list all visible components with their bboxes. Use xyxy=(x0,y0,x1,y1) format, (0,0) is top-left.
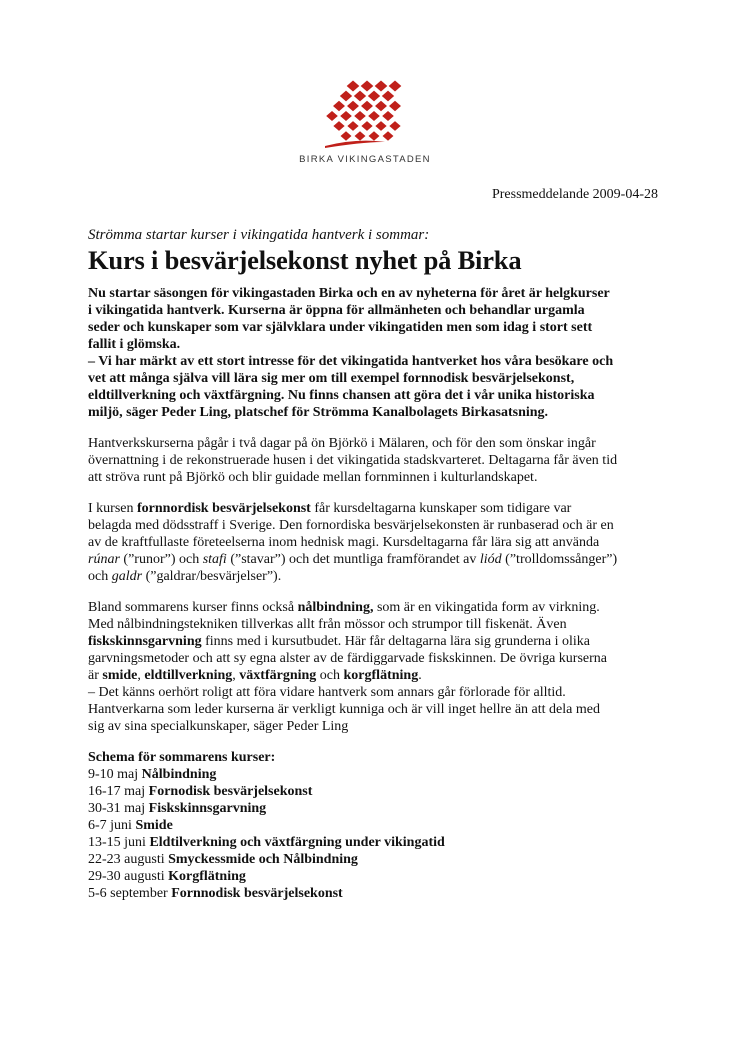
press-release-date: Pressmeddelande 2009-04-28 xyxy=(491,187,658,202)
lead-line: miljö, säger Peder Ling, platschef för Strömma Kanalbolagets Birkasatsning. xyxy=(88,405,549,420)
schedule-date: 9-10 maj xyxy=(88,767,142,782)
logo-diamond xyxy=(333,121,344,131)
paragraph-besvarjelsekonst xyxy=(88,500,668,585)
logo-diamond xyxy=(382,91,394,102)
logo-diamond xyxy=(369,131,380,141)
text-line: Hantverkarna som leder kurserna är verkligt kunniga och är vill inget hellre än att dela med xyxy=(88,702,600,717)
text-line: Hantverkskurserna pågår i två dagar på ön Björkö i Mälaren, och för den som önskar ingår xyxy=(88,436,596,451)
course-name: eldtillverkning xyxy=(144,668,233,683)
course-name: växtfärgning xyxy=(239,668,317,683)
text-line: – Det känns oerhört roligt att föra vidare hantverk som annars går förlorade för alltid. xyxy=(88,685,566,700)
lead-line: fallit i glömska. xyxy=(88,337,181,352)
schedule-course: Korgflätning xyxy=(168,869,246,884)
text-line: Med nålbindningstekniken tillverkas allt från mössor och strumpor till fiskenät. Även xyxy=(88,617,567,632)
course-name: fornnordisk besvärjelsekonst xyxy=(137,501,311,516)
course-name: fiskskinnsgarvning xyxy=(88,634,202,649)
text-fragment: får kursdeltagarna kunskaper som tidigare var xyxy=(310,501,572,516)
birka-logo xyxy=(285,80,445,170)
logo-diamond xyxy=(382,111,394,121)
schedule-course: Fornnodisk besvärjelsekonst xyxy=(171,886,343,901)
schedule-row xyxy=(88,851,668,868)
logo-swoosh xyxy=(325,141,385,148)
schedule-date: 6-7 juni xyxy=(88,818,136,833)
logo-diamond xyxy=(340,111,352,121)
schedule-date: 13-15 juni xyxy=(88,835,150,850)
schedule-course: Eldtilverkning och växtfärgning under vikingatid xyxy=(149,835,445,850)
logo-diamond xyxy=(368,91,380,102)
schedule-date: 30-31 maj xyxy=(88,801,149,816)
logo-diamond xyxy=(355,131,366,141)
schedule-course: Nålbindning xyxy=(141,767,217,782)
logo-diamond xyxy=(383,131,394,141)
schedule-row xyxy=(88,817,668,834)
logo-diamond xyxy=(361,101,373,111)
logo-diamond xyxy=(333,101,345,111)
article-subtitle: Strömma startar kurser i vikingatida hantverk i sommar: xyxy=(88,227,430,243)
text-fragment: är xyxy=(88,668,103,683)
lead-line: seder och kunskaper som var självklara under vikingatiden men som idag i stort sett xyxy=(88,320,593,335)
text-fragment: (”runor”) och xyxy=(119,552,203,567)
logo-diamond xyxy=(389,121,400,131)
old-norse-term: galdr xyxy=(111,569,143,584)
schedule-row xyxy=(88,834,668,851)
logo-diamond xyxy=(375,81,388,92)
text-fragment: , xyxy=(232,668,240,683)
course-schedule xyxy=(88,749,668,902)
lead-line: – Vi har märkt av ett stort intresse för det vikingatida hantverket hos våra besökare och xyxy=(88,354,614,369)
schedule-title: Schema för sommarens kurser: xyxy=(88,750,276,765)
schedule-row xyxy=(88,885,668,902)
schedule-row xyxy=(88,783,668,800)
logo-diamond xyxy=(375,121,386,131)
logo-diamond xyxy=(361,81,374,92)
text-fragment: (”galdrar/besvärjelser”). xyxy=(142,569,282,584)
logo-diamond xyxy=(341,131,352,141)
paragraph-other-courses xyxy=(88,599,668,735)
old-norse-term: rúnar xyxy=(88,552,120,567)
logo-diamond xyxy=(326,111,338,121)
text-fragment: , xyxy=(137,668,145,683)
logo-diamond xyxy=(389,101,401,111)
schedule-row xyxy=(88,800,668,817)
text-fragment: som är en vikingatida form av virkning. xyxy=(373,600,600,615)
logo-diamond xyxy=(340,91,352,102)
logo-diamond xyxy=(347,81,360,92)
text-fragment: och xyxy=(88,569,112,584)
logo-diamond xyxy=(368,111,380,121)
schedule-row xyxy=(88,868,668,885)
schedule-date: 16-17 maj xyxy=(88,784,149,799)
diamond-pattern-icon xyxy=(323,80,407,150)
text-fragment: finns med i kursutbudet. Här får deltagarna lära sig grunderna i olika xyxy=(201,634,590,649)
logo-diamond xyxy=(347,101,359,111)
text-line: belagda med dödsstraff i Sverige. Den fornordiska besvärjelsekonsten är runbaserad och är en xyxy=(88,518,614,533)
article-headline: Kurs i besvärjelsekonst nyhet på Birka xyxy=(88,245,522,275)
logo-diamond xyxy=(347,121,358,131)
text-fragment: och xyxy=(316,668,344,683)
lead-line: vet att många själva vill lära sig mer om till exempel fornnodisk besvärjelsekonst, xyxy=(88,371,575,386)
text-line: övernattning i de rekonstruerade husen i det vikingatida stadskvarteret. Deltagarna får även tid xyxy=(88,453,618,468)
schedule-row xyxy=(88,766,668,783)
lead-paragraph xyxy=(88,285,668,421)
paragraph-courses-intro xyxy=(88,435,668,486)
text-fragment: (”trolldomssånger”) xyxy=(501,552,618,567)
course-name: smide xyxy=(102,668,138,683)
schedule-date: 29-30 augusti xyxy=(88,869,169,884)
schedule-date: 5-6 september xyxy=(88,886,172,901)
logo-diamond xyxy=(389,81,402,92)
logo-caption: BIRKA VIKINGASTADEN xyxy=(299,154,431,165)
schedule-course: Fornodisk besvärjelsekonst xyxy=(148,784,313,799)
old-norse-term: stafi xyxy=(202,552,227,567)
lead-line: Nu startar säsongen för vikingastaden Birka och en av nyheterna för året är helgkurser xyxy=(88,286,610,301)
schedule-date: 22-23 augusti xyxy=(88,852,169,867)
lead-line: eldtillverkning och växtfärgning. Nu finns chansen att göra det i vår unika historiska xyxy=(88,388,595,403)
logo-diamond xyxy=(354,91,366,102)
lead-line: i vikingatida hantverk. Kurserna är öppna för allmänheten och behandlar urgamla xyxy=(88,303,585,318)
article xyxy=(88,226,668,902)
text-fragment: . xyxy=(418,668,422,683)
course-name: nålbindning, xyxy=(297,600,374,615)
course-name: korgflätning xyxy=(343,668,419,683)
text-fragment: (”stavar”) och det muntliga framförandet av xyxy=(226,552,480,567)
schedule-course: Smide xyxy=(135,818,173,833)
logo-diamond xyxy=(354,111,366,121)
logo-diamond xyxy=(361,121,372,131)
schedule-course: Smyckessmide och Nålbindning xyxy=(168,852,358,867)
logo-diamond xyxy=(375,101,387,111)
text-line: att ströva runt på Björkö och blir guidade mellan fornminnen i kulturlandskapet. xyxy=(88,470,538,485)
text-fragment: I kursen xyxy=(88,501,137,516)
schedule-course: Fiskskinnsgarvning xyxy=(148,801,267,816)
text-fragment: Bland sommarens kurser finns också xyxy=(88,600,298,615)
text-line: sig av sina specialkunskaper, säger Peder Ling xyxy=(88,719,349,734)
text-line: garvningsmetoder och att sy egna alster av de färdiggarvade fiskskinnen. De övriga kurserna xyxy=(88,651,607,666)
text-line: av de kraftfullaste företeelserna inom hednisk magi. Kursdeltagarna får lära sig att använda xyxy=(88,535,600,550)
old-norse-term: liód xyxy=(479,552,502,567)
